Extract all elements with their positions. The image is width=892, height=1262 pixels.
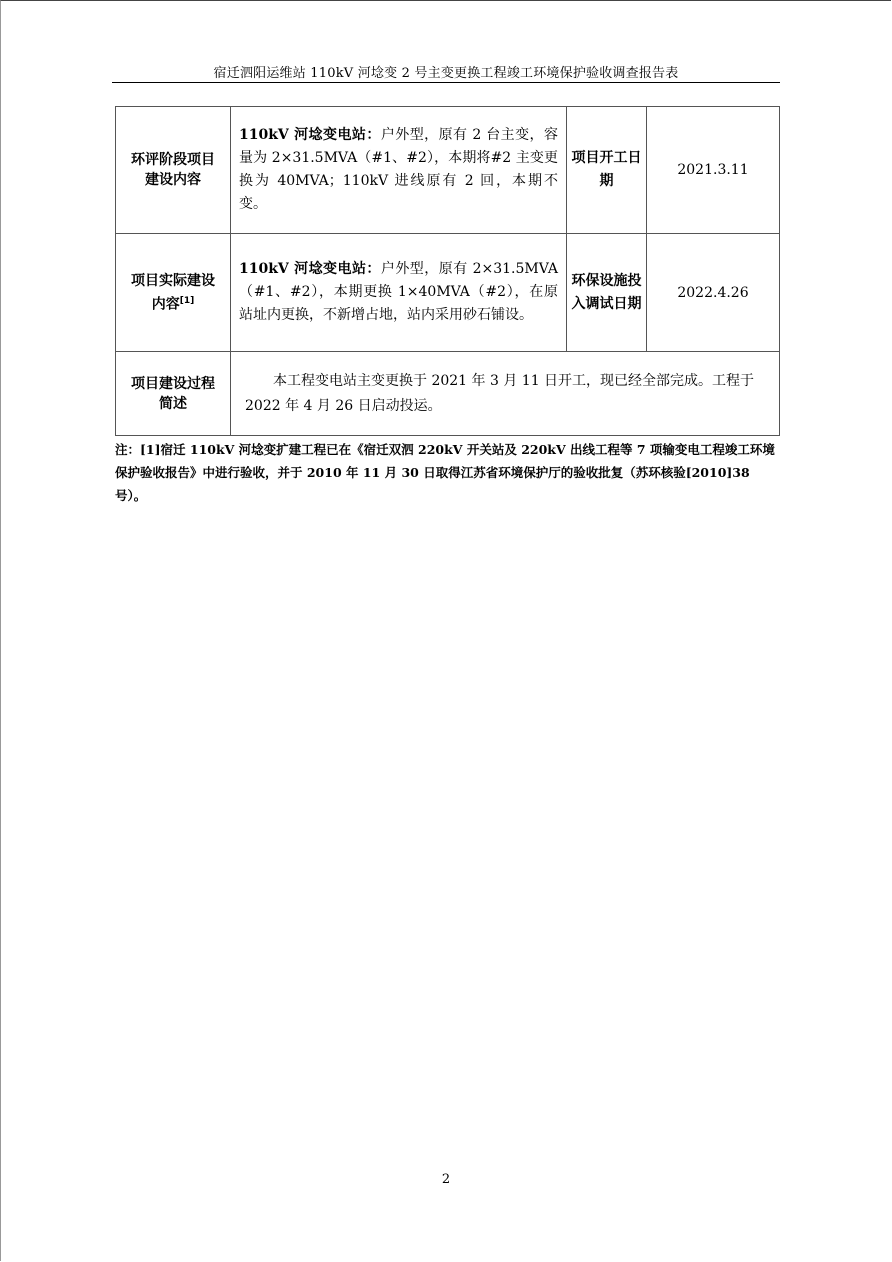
row-content [231, 234, 567, 352]
footnote-ref: [1] [179, 295, 195, 306]
table-row [116, 234, 780, 352]
date-label: 项目开工日期 [567, 107, 647, 234]
row-label: 项目建设过程简述 [116, 352, 231, 436]
content-lead: 110kV 河埝变电站： [239, 127, 381, 143]
table-row [116, 107, 780, 234]
row-label: 环评阶段项目建设内容 [116, 107, 231, 234]
date-label: 环保设施投入调试日期 [567, 234, 647, 352]
row-content [231, 107, 567, 234]
date-value: 2022.4.26 [647, 234, 780, 352]
content-lead: 110kV 河埝变电站： [239, 261, 381, 277]
header-rule [112, 82, 780, 83]
row-content: 本工程变电站主变更换于 2021 年 3 月 11 日开工，现已经全部完成。工程于 2022 年 4 月 26 日启动投运。 [231, 352, 780, 436]
row-label-text: 项目实际建设内容 [131, 272, 215, 313]
content-body: 户外型，原有 2 台主变，容量为 2×31.5MVA（#1、#2），本期将#2 主变更换为 40MVA；110kV 进线原有 2 回，本期不变。 [239, 127, 558, 212]
footnote: 注：[1]宿迁 110kV 河埝变扩建工程已在《宿迁双泗 220kV 开关站及 220kV 出线工程等 7 项输变电工程竣工环境保护验收报告》中进行验收，并于 2010 年 11 月 30 日取得江苏省环境保护厅的验收批复（苏环核验[2010]38 号）。 [115, 442, 775, 503]
table-row [116, 352, 780, 436]
report-table [115, 106, 780, 436]
running-header: 宿迁泗阳运维站 110kV 河埝变 2 号主变更换工程竣工环境保护验收调查报告表 [213, 66, 679, 81]
date-value: 2021.3.11 [647, 107, 780, 234]
page-number: 2 [441, 1172, 451, 1187]
content-body: 户外型，原有 2×31.5MVA（#1、#2），本期更换 1×40MVA（#2），在原站址内更换，不新增占地，站内采用砂石铺设。 [239, 261, 558, 323]
row-label [116, 234, 231, 352]
